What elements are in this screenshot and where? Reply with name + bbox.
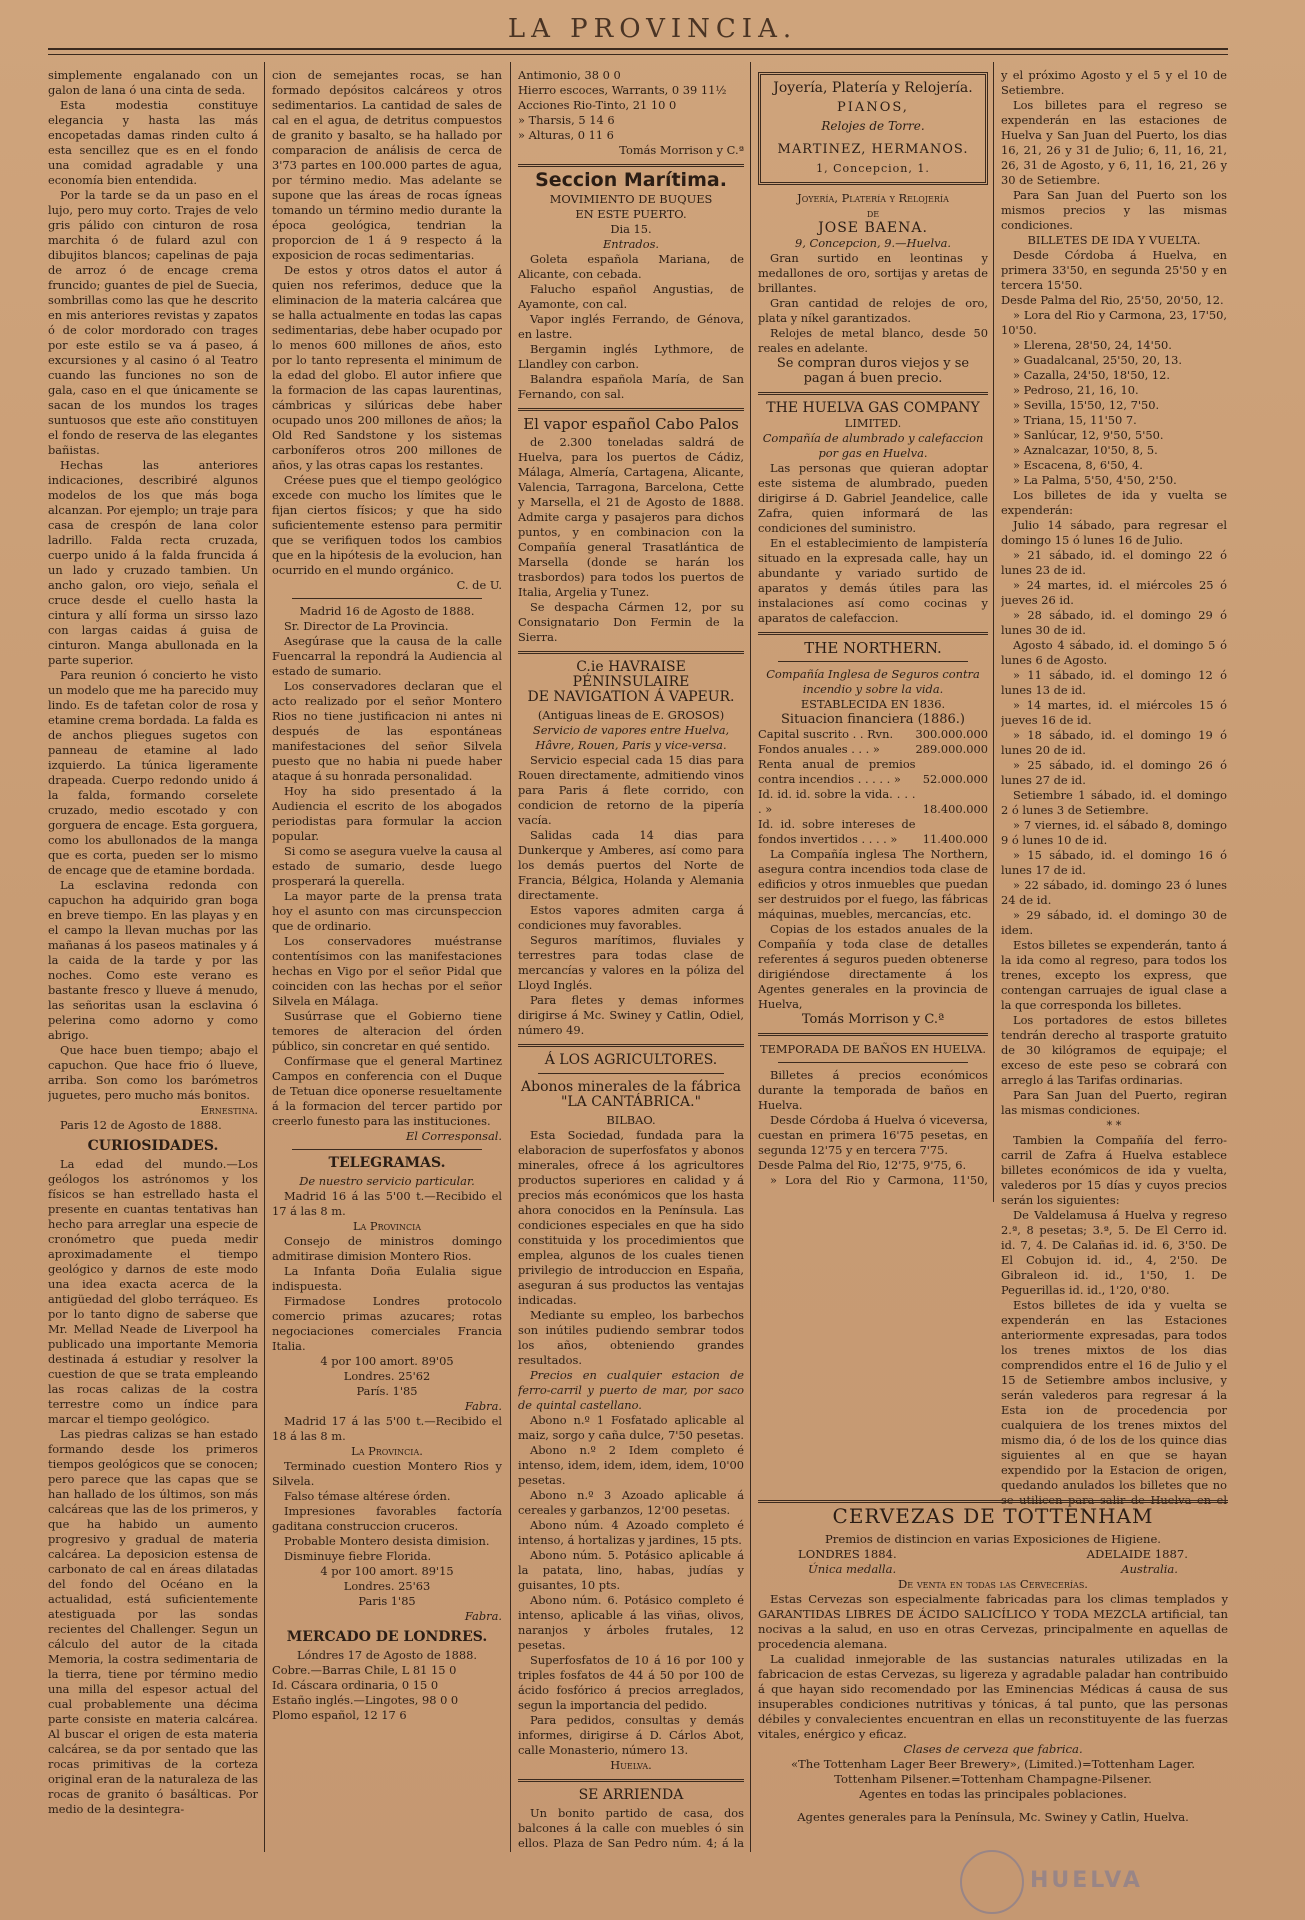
- column-divider: [264, 62, 265, 1852]
- ad-subheading: Compañía de alumbrado y calefaccion por gas en Huelva.: [762, 431, 984, 460]
- market-line: » Tharsis, 5 14 6: [518, 113, 615, 127]
- divider: [518, 164, 744, 167]
- article-text: Los billetes de ida y vuelta se expenderán:: [1001, 488, 1227, 517]
- ad-text: Un bonito partido de casa, dos balcones á la calle con muebles ó sin ellos. Plaza de San Pedro núm. 4; á la: [518, 1806, 744, 1848]
- subheading: MOVIMIENTO DE BUQUES: [549, 192, 713, 206]
- ad-text: Agentes en todas las principales poblaciones.: [859, 1787, 1127, 1801]
- signature: Fabra.: [464, 1609, 502, 1623]
- ad-subheading: BILBAO.: [606, 1113, 656, 1127]
- telegram-recipient: La Provincia: [352, 1219, 422, 1233]
- ad-text: Relojes de metal blanco, desde 50 reales en adelante.: [758, 326, 988, 355]
- ad-heading: Joyería, Platería y Relojería.: [773, 80, 973, 96]
- table-row: [758, 817, 988, 847]
- fare-line: » Cazalla, 24'50, 18'50, 12.: [1013, 368, 1171, 382]
- article-text: Si como se asegura vuelve la causa al estado de sumario, desde luego prosperará la querella.: [272, 844, 502, 888]
- ad-text: Abono núm. 4 Azoado completo é intenso, á hortalizas y jardines, 15 pts.: [518, 1518, 744, 1547]
- column-divider: [510, 62, 511, 1852]
- table-cell: Id. id. id. sobre la vida. . . . . »: [758, 787, 916, 816]
- ad-text: Tottenham Pilsener.=Tottenham Champagne-Pilsener.: [834, 1772, 1152, 1786]
- ad-text: Copias de los estados anuales de la Compañía y toda clase de detalles referentes á seguros pueden obtenerse dirigiéndose directamente á los Agentes generales en la provincia de Huelva,: [758, 922, 988, 1011]
- date-line: » 7 viernes, id. el sábado 8, domingo 9 ó lunes 10 de id.: [1001, 818, 1227, 847]
- market-line: Antimonio, 38 0 0: [518, 68, 621, 82]
- separator-stars: * *: [1106, 1118, 1122, 1132]
- ad-heading: de: [866, 206, 880, 220]
- article-text: Asegúrase que la causa de la calle Fuencarral la repondrá la Audiencia al estado de sumario.: [272, 634, 502, 678]
- fare-line: » Aznalcazar, 10'50, 8, 5.: [1013, 443, 1158, 457]
- tottenham-ad: [758, 1494, 1228, 1864]
- article-text: Para reunion ó concierto he visto un modelo que me ha parecido muy lindo. Es de tafetan color de rosa y etamine crema bordada. La falda es de anchos pliegues sugetos con panneau de etamine al lado izquierdo. La túnica ligeramente drapeada. Cuerpo redondo unido á la falda, formando corselete cruzado, medio escotado y con gorguera de encage. Esta gorguera, como los abullonados de la manga que es corta, pueden ser lo mismo de encage que de etamine bordada.: [48, 668, 258, 877]
- ad-heading: PIANOS,: [837, 100, 909, 115]
- signature: Tomás Morrison y C.ª: [619, 143, 744, 157]
- date-label: Dia 15.: [610, 222, 652, 236]
- divider: [758, 1500, 1228, 1503]
- ad-heading: Abonos minerales de la fábrica: [521, 1079, 741, 1095]
- ship-entry: Vapor inglés Ferrando, de Génova, en lastre.: [518, 312, 744, 341]
- article-text: Las piedras calizas se han estado formando desde los primeros tiempos geológicos que se conocen; pero parece que las capas que se han hallado de los últimos, son más calcáreas que las de los primeros, y que ha habido un aumento progresivo y gradual de materia calcárea. La deposicion estensa de carbonato de cal en áreas dilatadas del fondo del Océano en la actualidad, está suficientemente atestiguada por las sondas recientes del Challenger. Segun un cálculo del autor de la citada Memoria, la costra sedimentaria de la tierra, tiene por término medio una milla del espesor actual del cual probablemente una décima parte consiste en materia calcárea. Al buscar el origen de esta materia calcárea, se da por sentado que las rocas primitivas de la corteza original eran de la naturaleza de las rocas de granito ó basálticas. Por medio de la desintegra-: [48, 1427, 258, 1816]
- fare-line: » Lora del Rio y Carmona, 11'50,: [770, 1173, 988, 1187]
- fare-line: » Llerena, 28'50, 24, 14'50.: [1013, 338, 1172, 352]
- article-text: Billetes á precios económicos durante la temporada de baños en Huelva.: [758, 1068, 988, 1112]
- subheading: EN ESTE PUERTO.: [575, 207, 687, 221]
- telegram-header: Madrid 17 á las 5'00 t.—Recibido el 18 á las 8 m.: [272, 1414, 502, 1443]
- telegram-line: Consejo de ministros domingo admitirase dimision Montero Rios.: [272, 1234, 502, 1263]
- table-row: [758, 742, 988, 757]
- table-row: [758, 757, 988, 787]
- ad-text: La Compañía inglesa The Northern, asegura contra incendios toda clase de edificios y otros inmuebles que puedan ser destruidos por el fuego, las fábricas máquinas, muebles, mercancías, etc.: [758, 847, 988, 921]
- award-row: [758, 1547, 1228, 1562]
- fare-line: » Sevilla, 15'50, 12, 7'50.: [1013, 398, 1160, 412]
- ad-heading: Joyería, Platería y Relojería: [797, 191, 949, 205]
- ship-entry: Bergamin inglés Lythmore, de Llandley con carbon.: [518, 342, 744, 371]
- section-heading: MERCADO DE LONDRES.: [286, 1629, 488, 1645]
- table-cell: Id. id. sobre intereses de fondos invertidos . . . . »: [758, 817, 916, 846]
- subheading: De nuestro servicio particular.: [299, 1174, 475, 1188]
- article-text: Tambien la Compañía del ferro-carril de Zafra á Huelva establece billetes económicos de ida y vuelta, valederos por 15 días y cuyos precios serán los siguientes:: [1001, 1133, 1227, 1207]
- table-cell: 300.000.000: [915, 727, 988, 741]
- divider: [518, 651, 744, 654]
- article-text: Los conservadores declaran que el acto realizado por el señor Montero Rios no tiene justificacion ni antes ni después de las espontáneas manifestaciones del señor Silvela puesto que no habia ni puede haber ataque á su honrada personalidad.: [272, 679, 502, 783]
- market-line: Acciones Rio-Tinto, 21 10 0: [518, 98, 677, 112]
- quote-line: 4 por 100 amort. 89'05: [320, 1354, 454, 1368]
- article-text: Que hace buen tiempo; abajo el capuchon. Que hace frio ó llueve, arriba. Son como los barómetros juguetes, pero mucho más bonitos.: [48, 1043, 258, 1102]
- ad-text: Estas Cervezas son especialmente fabricadas para los climas templados y GARANTIDAS LIBRES DE ÁCIDO SALICÍLICO Y TODA MEZCLA artificial, tan nocivas a la salud, en uso en otras Cervezas, principalmente en aquellas de procedencia alemana.: [758, 1592, 1228, 1651]
- section-heading: TELEGRAMAS.: [328, 1155, 446, 1171]
- column-3: [518, 68, 744, 1848]
- quote-line: Paris 1'85: [358, 1594, 416, 1608]
- award-left: LONDRES 1884.: [798, 1547, 897, 1561]
- article-text: Desde Córdoba á Huelva ó viceversa, cuestan en primera 16'75 pesetas, en segunda 12'75 y en tercera 7'75.: [758, 1113, 988, 1157]
- ad-text: Para fletes y demas informes dirigirse á Mc. Swiney y Catlin, Odiel, número 49.: [518, 993, 744, 1037]
- market-line: Id. Cáscara ordinaria, 0 15 0: [272, 1678, 439, 1692]
- article-text: Estos billetes de ida y vuelta se expenderán en las Estaciones anteriormente expresadas, para todos los trenes mixtos de los dias comprendidos entre el 16 de Julio y el 15 de Setiembre ambos inclusive, y serán valederos para regresar á la Esta ion de procedencia por cualquiera de los trenes mixtos del mismo dia, ó de los de los quince dias siguientes al en que se hayan expendido por la Estacion de origen, quedando anulados los billetes que no se utilicen para salir de Huelva en el: [1001, 1298, 1227, 1507]
- ad-text: Las personas que quieran adoptar este sistema de alumbrado, pueden dirigirse á D. Gabriel Jeandelice, calle Zafra, quien informará de las condiciones del suministro.: [758, 461, 988, 535]
- date-line: » 22 sábado, id. domingo 23 ó lunes 24 de id.: [1001, 878, 1227, 907]
- market-line: Hierro escoces, Warrants, 0 39 11½: [518, 83, 727, 97]
- fare-line: » Escacena, 8, 6'50, 4.: [1013, 458, 1143, 472]
- ad-text: Abono n.º 1 Fosfatado aplicable al maiz, sorgo y caña dulce, 7'50 pesetas.: [518, 1413, 744, 1442]
- quote-line: 4 por 100 amort. 89'15: [320, 1564, 454, 1578]
- article-text: Confírmase que el general Martinez Campos en conferencia con el Duque de Tetuan dice oponerse resueltamente á la formacion del tercer partido por creerlo funesto para las instituciones.: [272, 1054, 502, 1128]
- ad-text: Superfosfatos de 10 á 16 por 100 y triples fosfatos de 44 á 50 por 100 de ácido fosfórico á precios arreglados, segun la importancia del pedido.: [518, 1653, 744, 1712]
- divider: [518, 1044, 744, 1047]
- fare-line: » Lora del Rio y Carmona, 23, 17'50, 10'50.: [1001, 308, 1227, 337]
- article-text: Los portadores de estos billetes tendrán derecho al trasporte gratuito de 30 kilógramos de equipaje; el exceso de este peso se cobrará con arreglo á las Tarifas ordinarias.: [1001, 1013, 1227, 1087]
- award-left: Única medalla.: [808, 1562, 897, 1576]
- ad-text: 9, Concepcion, 9.—Huelva.: [794, 236, 952, 250]
- article-text: La esclavina redonda con capuchon ha adquirido gran boga en breve tiempo. En las playas y en el campo la llevan muchas por las mañanas á los paseos matinales y á la caida de la tarde y por las noches. Como este verano es bastante fresco y llueve á menudo, las señoritas usan la esclavina ó pelerina como adorno y como abrigo.: [48, 878, 258, 1042]
- ad-text: Esta Sociedad, fundada para la elaboracion de superfosfatos y abonos minerales, ofrece á los agricultores productos superiores en calidad y á precios más económicos que los hasta ahora conocidos en la Península. Las condiciones especiales en que ha sido constituida y los procedimientos que emplea, algunos de los cuales tienen privilegio de introduccion en España, aseguran á sus productos las ventajas indicadas.: [518, 1128, 744, 1307]
- ad-text: «The Tottenham Lager Beer Brewery», (Limited.)=Tottenham Lager.: [790, 1757, 1196, 1771]
- ad-text: Gran surtido en leontinas y medallones de oro, sortijas y aretas de brillantes.: [758, 251, 988, 295]
- dateline: Lóndres 17 de Agosto de 1888.: [296, 1648, 477, 1662]
- telegram-recipient: La Provincia.: [351, 1444, 423, 1458]
- ad-text: Abono núm. 6. Potásico completo é intenso, aplicable á las viñas, olivos, naranjos y árboles frutales, 12 pesetas.: [518, 1593, 744, 1652]
- ad-heading: JOSE BAENA.: [818, 220, 928, 236]
- market-line: Cobre.—Barras Chile, L 81 15 0: [272, 1663, 457, 1677]
- divider: [758, 632, 988, 635]
- ad-subheading: Premios de distincion en varias Exposiciones de Higiene.: [824, 1532, 1161, 1546]
- column-1: [48, 68, 258, 1848]
- article-text: Para San Juan del Puerto son los mismos precios y las mismas condiciones.: [1001, 188, 1227, 232]
- article-text: Hechas las anteriores indicaciones, describiré algunos modelos de los que más boga alcanzan. Por ejemplo; un traje para casa de crespón de lana color ladrillo. Falda recta cruzada, cuerpo unido á la falda fruncida á un lado y cruzado tambien. Un ancho galon, oro viejo, señala el cruce desde el cuello hasta la cintura y allí forma un sirsso lazo con largas caidas á guisa de cinturon. Manga abullonada en la parte superior.: [48, 458, 258, 667]
- section-heading: Á LOS AGRICULTORES.: [544, 1052, 718, 1068]
- ad-heading: C.ie HAVRAISE PÉNINSULAIRE: [572, 659, 690, 690]
- ad-text: Tomás Morrison y C.ª: [801, 1012, 945, 1027]
- table-cell: 18.400.000: [922, 802, 988, 816]
- article-text: De Valdelamusa á Huelva y regreso 2.ª, 8 pesetas; 3.ª, 5. De El Cerro id. id. 7, 4. De Calañas id. id. 6, 3'50. De El Cobujon id. id., 4, 2'50. De Gibraleon id. id., 1'50, 1. De Peguerillas id. id., 1'20, 0'80.: [1001, 1208, 1227, 1297]
- ship-entry: Balandra española María, de San Fernando, con sal.: [518, 372, 744, 401]
- ad-text: Seguros marítimos, fluviales y terrestres para todas clase de mercancías y valores en la póliza del Lloyd Inglés.: [518, 933, 744, 992]
- date-line: » 28 sábado, id. el domingo 29 ó lunes 30 de id.: [1001, 608, 1227, 637]
- divider: [292, 598, 482, 599]
- ad-heading: 1, Concepcion, 1.: [816, 162, 930, 175]
- article-text: Para San Juan del Puerto, regiran las mismas condiciones.: [1001, 1088, 1227, 1117]
- column-2: [272, 68, 502, 1848]
- ad-text: Abono n.º 3 Azoado aplicable á cereales y garbanzos, 12'00 pesetas.: [518, 1488, 744, 1517]
- section-heading: CURIOSIDADES.: [87, 1138, 219, 1154]
- date-line: Julio 14 sábado, para regresar el domingo 15 ó lunes 16 de Julio.: [1001, 518, 1227, 547]
- ad-box: [758, 72, 988, 185]
- article-text: Los billetes para el regreso se expenderán en las estaciones de Huelva y San Juan del Puerto, los dias 16, 21, 26 y 31 de Julio; 6, 11, 16, 21, 26, 31 de Agosto, y 6, 11, 16, 21, 26 y 30 de Setiembre.: [1001, 98, 1227, 187]
- ad-heading: THE NORTHERN.: [804, 639, 942, 657]
- ad-text: Mediante su empleo, los barbechos son inútiles pudiendo sembrar todos los años, obteniendo grandes resultados.: [518, 1308, 744, 1367]
- award-right: ADELAIDE 1887.: [1086, 1547, 1188, 1561]
- ad-text: La cualidad inmejorable de las sustancias naturales utilizadas en la fabricacion de estas Cervezas, su ligereza y agradable paladar han contribuido á que hayan sido recomendado por las Eminencias Médicas á causa de sus insuperables condiciones nutritivas y tónicas, á tal punto, que las personas débiles y convalecientes encuentran en ellas un reconstituyente de las fuerzas vitales, enérgico y eficaz.: [758, 1652, 1228, 1741]
- table-cell: Capital suscrito . . Rvn.: [758, 727, 894, 741]
- ad-text: Agentes generales para la Península, Mc. Swiney y Catlin, Huelva.: [797, 1810, 1189, 1824]
- financial-table: [758, 727, 988, 847]
- date-line: » 18 sábado, id. el domingo 19 ó lunes 20 de id.: [1001, 728, 1227, 757]
- table-cell: Renta anual de premios contra incendios . . . . . »: [758, 757, 916, 786]
- dateline: Paris 12 de Agosto de 1888.: [60, 1118, 222, 1132]
- ad-text: Estos vapores admiten carga á condiciones muy favorables.: [518, 903, 744, 932]
- signature: Fabra.: [464, 1399, 502, 1413]
- ad-heading: DE NAVIGATION Á VAPEUR.: [527, 689, 735, 705]
- ad-subheading: Compañía Inglesa de Seguros contra incendio y sobre la vida.: [766, 667, 980, 696]
- ad-heading: Relojes de Torre.: [821, 119, 925, 133]
- ad-text: Gran cantidad de relojes de oro, plata y níkel garantizados.: [758, 296, 988, 325]
- column-divider: [993, 62, 994, 1202]
- ad-text: Huelva.: [610, 1758, 652, 1772]
- column-4: [758, 68, 988, 1188]
- article-text: De estos y otros datos el autor á quien nos referimos, deduce que la eliminacion de la materia calcárea que se halla actualmente en todas las capas sedimentarias, debe haber ocupado por lo menos 600 millones de años, esto por lo tanto representa el minimum de la edad del globo. El autor infiere que la formacion de las capas laurentinas, cámbricas y silúricas debe haber ocupado unos 200 millones de años; la Old Red Sandstone y los sistemas carboníferos otros 200 millones de años, y las otras capas los restantes.: [272, 263, 502, 472]
- ad-text: Abono núm. 5. Potásico aplicable á la patata, lino, habas, judías y guisantes, 10 pts.: [518, 1548, 744, 1592]
- divider: [518, 1779, 744, 1782]
- article-text: Estos billetes se expenderán, tanto á la ida como al regreso, para todos los trenes, excepto los express, que contengan carruajes de igual clase a la que corresponda los billetes.: [1001, 938, 1227, 1012]
- date-line: » 25 sábado, id. el domingo 26 ó lunes 27 de id.: [1001, 758, 1227, 787]
- divider: [778, 1062, 968, 1063]
- market-line: Plomo español, 12 17 6: [272, 1708, 407, 1722]
- ad-heading: El vapor español Cabo Palos: [523, 415, 739, 433]
- telegram-header: Madrid 16 á las 5'00 t.—Recibido el 17 á las 8 m.: [272, 1189, 502, 1218]
- divider: [518, 408, 744, 411]
- section-heading: SE ARRIENDA: [578, 1787, 684, 1803]
- fare-line: Desde Palma del Rio, 25'50, 20'50, 12.: [1001, 293, 1224, 307]
- ad-text: Abono n.º 2 Idem completo é intenso, idem, idem, idem, idem, 10'00 pesetas.: [518, 1443, 744, 1487]
- ad-subheading: Servicio de vapores entre Huelva, Hâvre, Rouen, Paris y vice-versa.: [532, 723, 730, 752]
- ad-text: Para pedidos, consultas y demás informes, dirigirse á D. Cárlos Abot, calle Monasterio, número 13.: [518, 1713, 744, 1757]
- section-heading: BILLETES DE IDA Y VUELTA.: [1027, 233, 1201, 247]
- ad-text: de 2.300 toneladas saldrá de Huelva, para los puertos de Cádiz, Málaga, Almería, Cartagena, Alicante, Valencia, Tarragona, Barcelona, Cette y Marsella, el 21 de Agosto de 1888. Admite carga y pasajeros para dichos puntos, y en combinacion con la Compañía general Trasatlántica de Marsella (donde se harán los trasbordos) para todos los puertos de Italia, Argelia y Tunez.: [518, 435, 744, 599]
- ad-text: Salidas cada 14 dias para Dunkerque y Amberes, así como para los demás puertos del Norte de Francia, Bélgica, Holanda y Alemania directamente.: [518, 828, 744, 902]
- market-line: Estaño inglés.—Lingotes, 98 0 0: [272, 1693, 459, 1707]
- ad-heading: MARTINEZ, HERMANOS.: [777, 142, 969, 157]
- fare-line: » Pedroso, 21, 16, 10.: [1013, 383, 1139, 397]
- ad-text: Se despacha Cármen 12, por su Consignatario Don Fermin de la Sierra.: [518, 600, 744, 644]
- telegram-line: Firmadose Londres protocolo comercio primas azucares; rotas negociaciones comerciales Francia Italia.: [272, 1294, 502, 1353]
- article-text: Hoy ha sido presentado á la Audiencia el escrito de los abogados periodistas para formular la accion popular.: [272, 784, 502, 843]
- ad-heading: "LA CANTÁBRICA.": [560, 1094, 702, 1110]
- ad-subheading: Clases de cerveza que fabrica.: [903, 1742, 1083, 1756]
- date-line: » 15 sábado, id. el domingo 16 ó lunes 17 de id.: [1001, 848, 1227, 877]
- ad-heading: THE HUELVA GAS COMPANY: [766, 400, 980, 416]
- date-line: » 29 sábado, id. el domingo 30 de idem.: [1001, 908, 1227, 937]
- telegram-line: Falso témase altérese órden.: [284, 1489, 451, 1503]
- salutation: Sr. Director de La Provincia.: [284, 619, 449, 633]
- ship-entry: Falucho español Angustias, de Ayamonte, con cal.: [518, 282, 744, 311]
- fare-line: » Sanlúcar, 12, 9'50, 5'50.: [1013, 428, 1164, 442]
- article-text: La mayor parte de la prensa trata hoy el asunto con mas circunspeccion que de ordinario.: [272, 889, 502, 933]
- article-text: La edad del mundo.—Los geólogos los astrónomos y los físicos se han estrellado hasta el presente en cuantas tentativas han hecho para arreglar una especie de cronómetro que pueda medir aproximadamente el tiempo geológico y darnos de este modo una idea exacta acerca de la antigüedad del globo terráqueo. Es por lo tanto digno de saberse que Mr. Mellad Neade de Liverpool ha publicado una importante Memoria destinada á estudiar y resolver la cuestion de que se trata empleando las rocas calizas de la costra terrestre como un índice para marcar el tiempo geológico.: [48, 1157, 258, 1426]
- fare-line: » Triana, 15, 11'50 7.: [1013, 413, 1137, 427]
- telegram-line: Terminado cuestion Montero Rios y Silvela.: [272, 1459, 502, 1488]
- article-text: Desde Córdoba á Huelva, en primera 33'50, en segunda 25'50 y en tercera 15'50.: [1001, 248, 1227, 292]
- article-text: simplemente engalanado con un galon de lana ó una cinta de seda.: [48, 68, 258, 97]
- date-line: » 21 sábado, id. el domingo 22 ó lunes 23 de id.: [1001, 548, 1227, 577]
- date-line: » 11 sábado, id. el domingo 12 ó lunes 13 de id.: [1001, 668, 1227, 697]
- ad-subheading: De venta en todas las Cervecerías.: [898, 1577, 1088, 1591]
- ad-subheading: ESTABLECIDA EN 1836.: [800, 697, 946, 711]
- ad-subheading: (Antiguas lineas de E. GROSOS): [537, 708, 725, 722]
- award-row: [758, 1562, 1228, 1577]
- divider: [778, 661, 968, 662]
- telegram-line: La Infanta Doña Eulalia sigue indispuesta.: [272, 1264, 502, 1293]
- divider: [758, 1033, 988, 1036]
- dateline: Madrid 16 de Agosto de 1888.: [299, 604, 475, 618]
- article-text: cion de semejantes rocas, se han formado depósitos calcáreos y otros sedimentarios. La cantidad de sales de cal en el agua, de detritus compuestos de granito y basalto, se ha hallado por comparacion de análisis de cerca de 3'73 partes en 100.000 partes de agua, por término medio. Mas adelante se supone que las áreas de rocas ígneas tomando un término medio durante la época geológica, tendrian la proporcion de 1 á 9 respecto á la exposicion de rocas sedimentarias.: [272, 68, 502, 262]
- date-line: Agosto 4 sábado, id. el domingo 5 ó lunes 6 de Agosto.: [1001, 638, 1227, 667]
- table-cell: 289.000.000: [915, 742, 988, 756]
- ad-text: Servicio especial cada 15 dias para Rouen directamente, admitiendo vinos para Paris á flete corrido, con condicion de retorno de la pipería vacía.: [518, 753, 744, 827]
- signature: Ernestina.: [200, 1103, 258, 1117]
- library-stamp-text: HUELVA: [1030, 1868, 1143, 1893]
- section-heading: Seccion Marítima.: [535, 169, 727, 191]
- quote-line: Londres. 25'62: [343, 1369, 431, 1383]
- table-cell: 52.000.000: [922, 772, 988, 786]
- telegram-line: Probable Montero desista dimision.: [284, 1534, 490, 1548]
- divider: [538, 1073, 724, 1074]
- article-text: Por la tarde se da un paso en el lujo, pero muy corto. Trajes de velo gris pálido con cinturon de rosa marchita ó de fulard azul con dibujitos blancos; capelinas de paja de arroz ó de encage crema fruncido; guantes de piel de Suecia, sombrillas como las que he descrito en mis anteriores revistas y zapatos ó de color mordorado con trages por este estilo se va á paseo, á excursiones y al casino ó al Teatro cuando las funciones no son de gala, caso en el que únicamente se sacan de los mundos los trages suntuosos que este año constituyen el fondo de reserva de las elegantes bañistas.: [48, 188, 258, 457]
- article-text: Susúrrase que el Gobierno tiene temores de alteracion del órden público, sin concretar en qué sentido.: [272, 1009, 502, 1053]
- article-text: Los conservadores muéstranse contentísimos con las manifestaciones hechas en Vigo por el señor Pidal que coinciden con las hechas por el señor Silvela en Málaga.: [272, 934, 502, 1008]
- fare-line: » La Palma, 5'50, 4'50, 2'50.: [1013, 473, 1177, 487]
- ad-text: Precios en cualquier estacion de ferro-carril y puerto de mar, por saco de quintal castellano.: [518, 1368, 744, 1412]
- table-row: [758, 727, 988, 742]
- label: Entrados.: [602, 237, 660, 251]
- date-line: » 24 martes, id. el miércoles 25 ó jueves 26 id.: [1001, 578, 1227, 607]
- market-line: » Alturas, 0 11 6: [518, 128, 614, 142]
- ad-subheading: Situacion financiera (1886.): [781, 712, 965, 727]
- fare-line: Desde Palma del Rio, 12'75, 9'75, 6.: [758, 1158, 967, 1172]
- masthead: LA PROVINCIA.: [507, 14, 798, 44]
- telegram-line: Disminuye fiebre Florida.: [284, 1549, 432, 1563]
- signature: C. de U.: [456, 578, 502, 592]
- telegram-line: Impresiones favorables factoría gaditana construccion cruceros.: [272, 1504, 502, 1533]
- ad-heading: LIMITED.: [844, 416, 902, 430]
- quote-line: Londres. 25'63: [343, 1579, 431, 1593]
- top-rule-thin: [48, 54, 1228, 55]
- award-right: Australia.: [1121, 1562, 1178, 1576]
- ship-entry: Goleta española Mariana, de Alicante, con cebada.: [518, 252, 744, 281]
- column-5: [1001, 68, 1227, 1508]
- section-heading: TEMPORADA DE BAÑOS EN HUELVA.: [759, 1042, 986, 1056]
- ad-text: En el establecimiento de lampistería situado en la expresada calle, hay un abundante y variado surtido de aparatos y demás útiles para las instalaciones así como cocinas y aparatos de calefaccion.: [758, 536, 988, 625]
- top-rule: [48, 48, 1228, 50]
- column-divider: [750, 62, 751, 1852]
- article-text: Créese pues que el tiempo geológico excede con mucho los límites que le fijan ciertos físicos; y que ha sido suficientemente estenso para permitir que se verifiquen todos los cambios que en la hipótesis de la evolucion, han ocurrido en el mundo orgánico.: [272, 473, 502, 577]
- table-cell: Fondos anuales . . . »: [758, 742, 880, 756]
- table-cell: 11.400.000: [922, 832, 988, 846]
- article-text: y el próximo Agosto y el 5 y el 10 de Setiembre.: [1001, 68, 1227, 97]
- library-stamp: [960, 1850, 1024, 1914]
- ad-title: CERVEZAS DE TOTTENHAM: [832, 1504, 1154, 1528]
- quote-line: París. 1'85: [356, 1384, 418, 1398]
- date-line: » 14 martes, id. el miércoles 15 ó jueves 16 de id.: [1001, 698, 1227, 727]
- table-row: [758, 787, 988, 817]
- article-text: Esta modestia constituye elegancia y hasta las más encopetadas damas rinden culto á esta sencillez que es en el fondo una comidad agradable y una economía bien entendida.: [48, 98, 258, 187]
- signature: El Corresponsal.: [405, 1129, 502, 1143]
- date-line: Setiembre 1 sábado, id. el domingo 2 ó lunes 3 de Setiembre.: [1001, 788, 1227, 817]
- fare-line: » Guadalcanal, 25'50, 20, 13.: [1013, 353, 1182, 367]
- ad-text: Se compran duros viejos y se pagan á buen precio.: [776, 356, 970, 386]
- divider: [292, 1149, 482, 1150]
- divider: [758, 392, 988, 395]
